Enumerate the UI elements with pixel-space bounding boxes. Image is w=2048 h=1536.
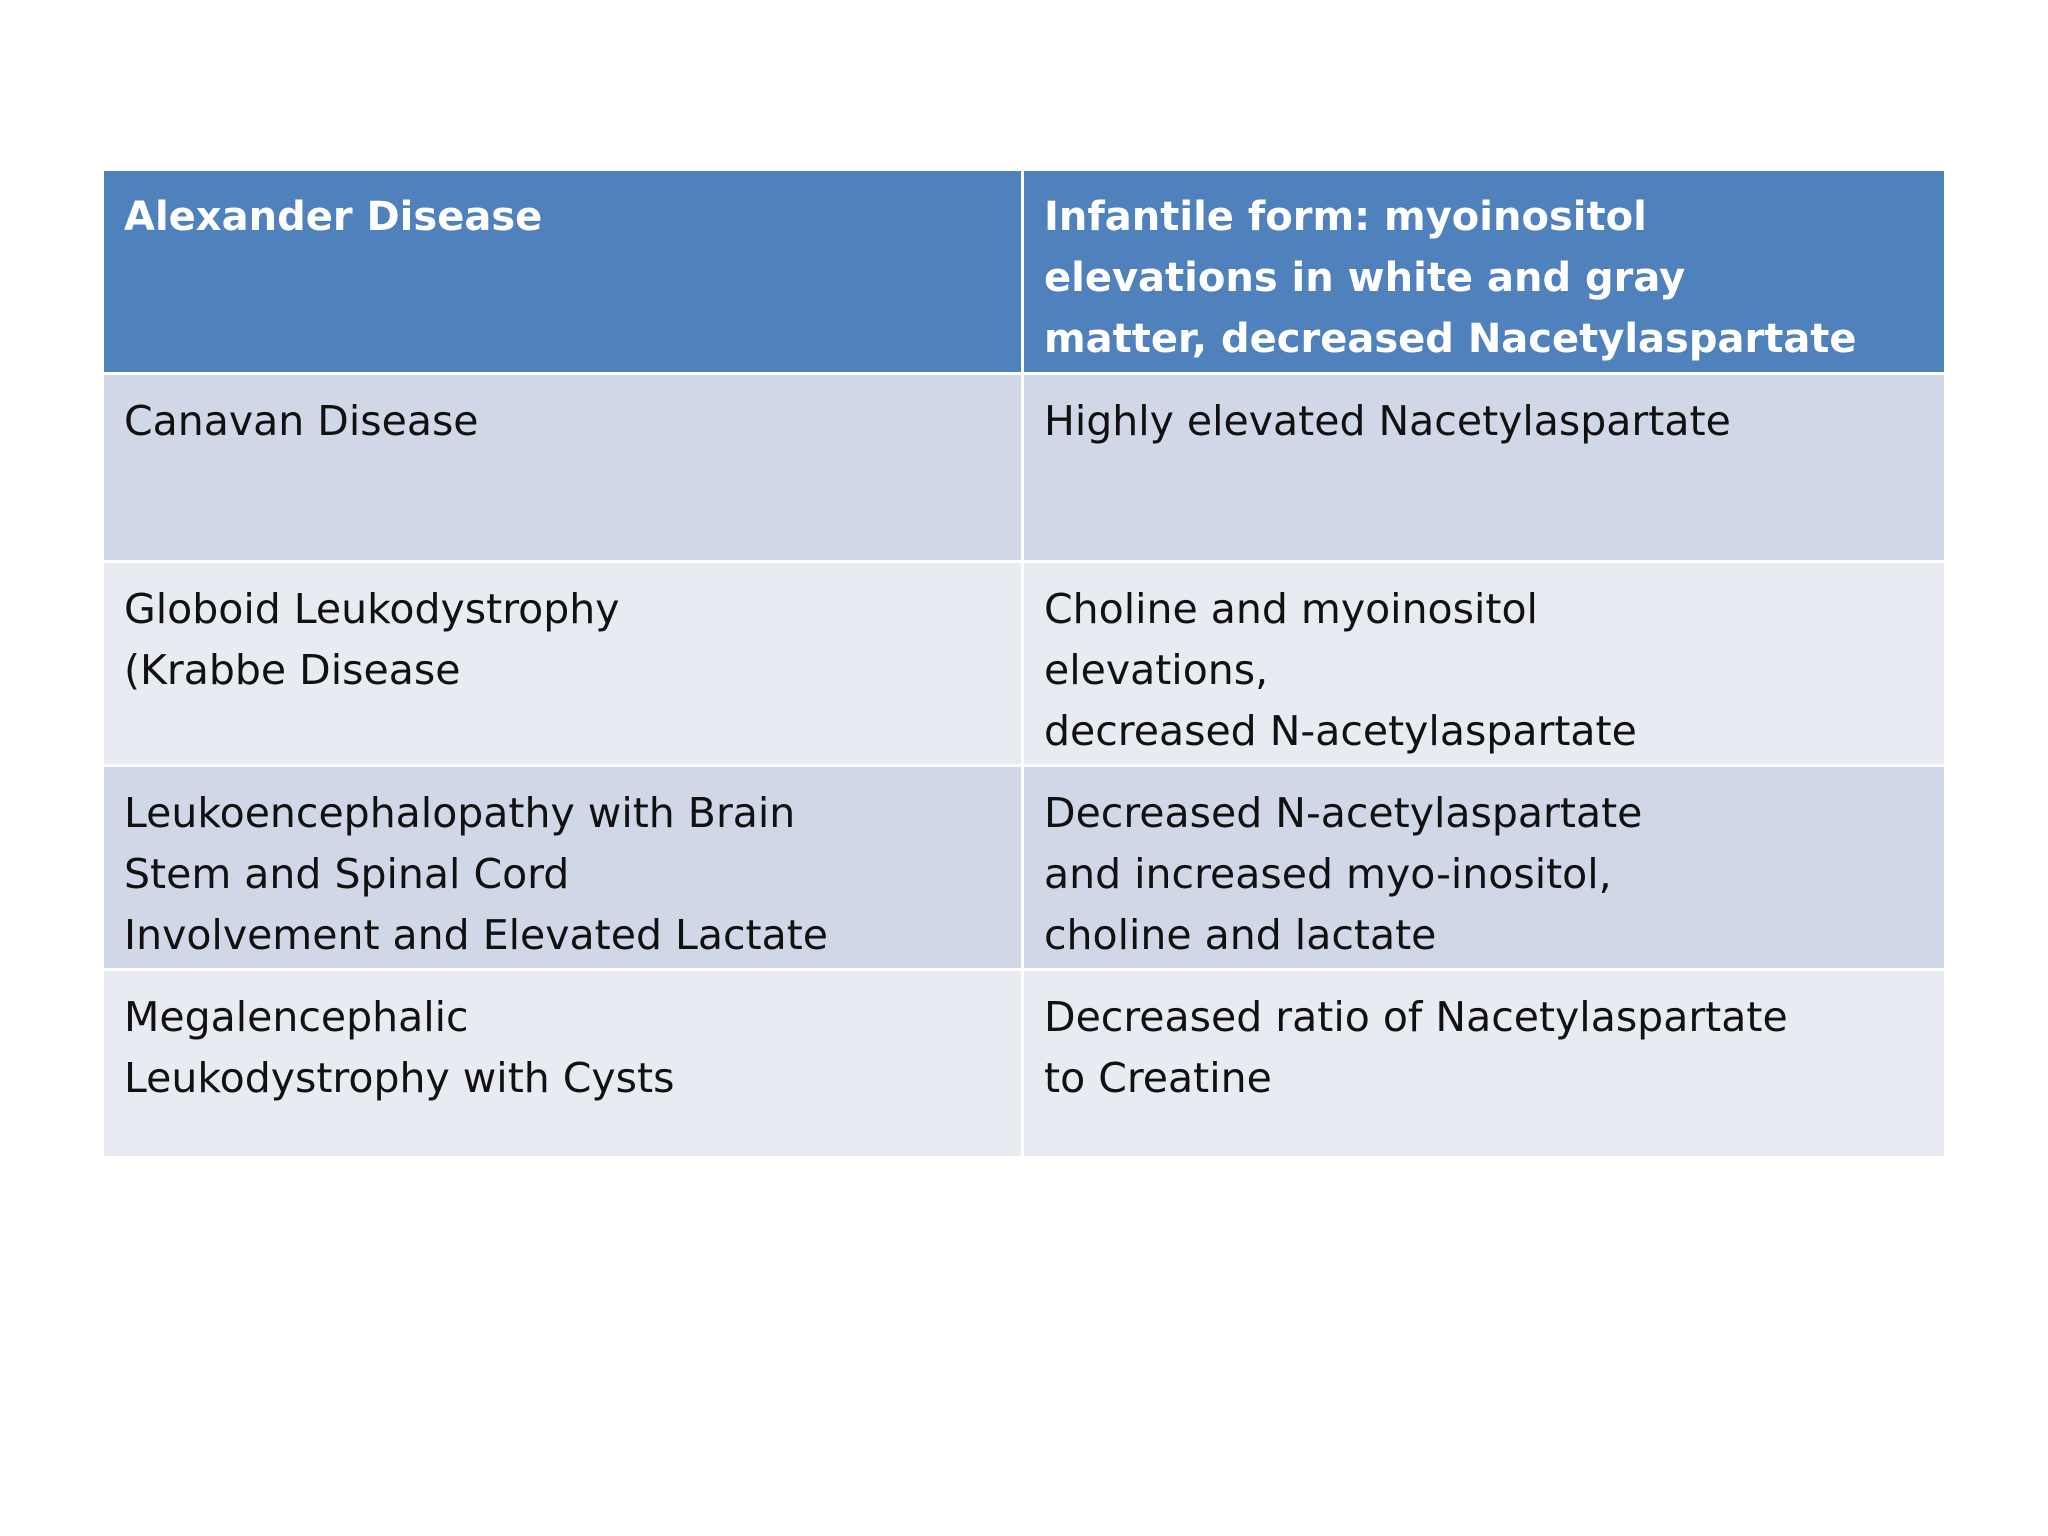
header-cell-disease: Alexander Disease xyxy=(104,171,1024,375)
findings-cell: Choline and myoinositol elevations, decreased N-acetylaspartate xyxy=(1024,563,1944,767)
findings-cell: Decreased N-acetylaspartate and increased myo-inositol, choline and lactate xyxy=(1024,767,1944,971)
disease-cell: Leukoencephalopathy with Brain Stem and Spinal Cord Involvement and Elevated Lactate xyxy=(104,767,1024,971)
findings-cell: Decreased ratio of Nacetylaspartate to Creatine xyxy=(1024,971,1944,1159)
disease-cell: Megalencephalic Leukodystrophy with Cysts xyxy=(104,971,1024,1159)
disease-cell: Canavan Disease xyxy=(104,375,1024,563)
comparison-table xyxy=(104,171,1944,1159)
findings-cell: Highly elevated Nacetylaspartate xyxy=(1024,375,1944,563)
disease-cell: Globoid Leukodystrophy (Krabbe Disease xyxy=(104,563,1024,767)
header-cell-findings: Infantile form: myoinositol elevations in white and gray matter, decreased Nacetylaspartate xyxy=(1024,171,1944,375)
